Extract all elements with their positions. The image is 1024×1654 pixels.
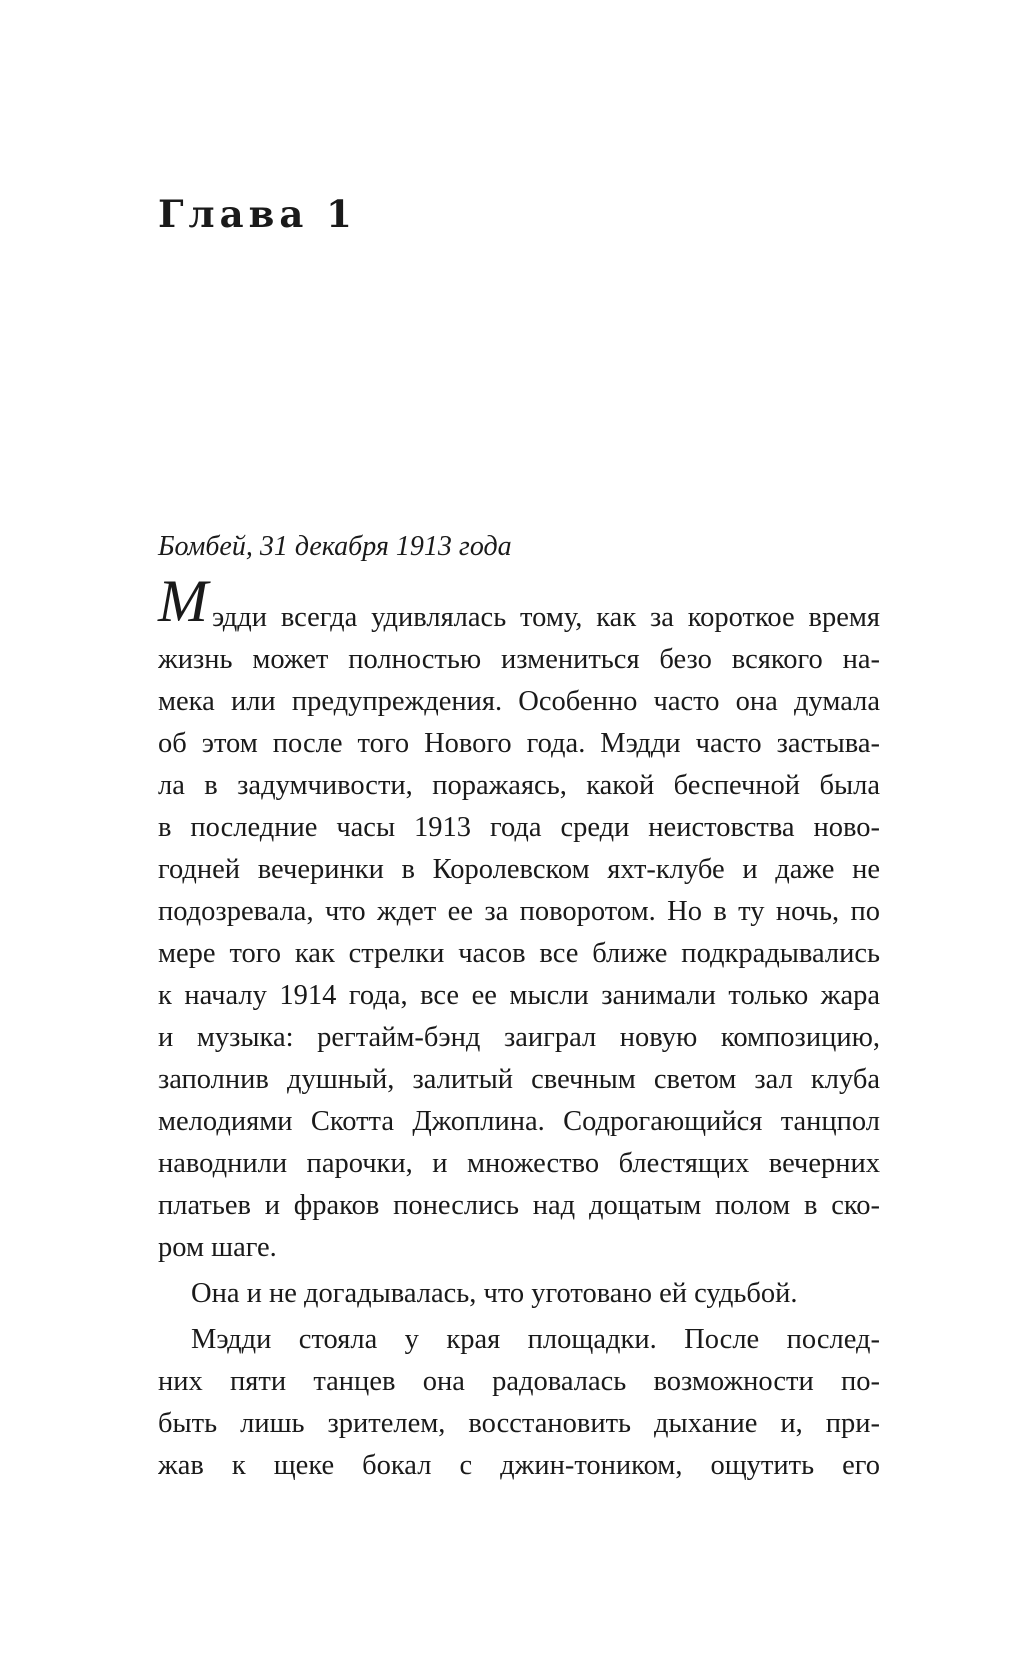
paragraph-1-line: платьев и фраков понеслись над дощатым полом в ско-: [158, 1190, 880, 1221]
paragraph-1-line: годней вечеринки в Королевском яхт-клубе и даже не: [158, 854, 880, 885]
paragraph-3-first-line: Мэдди стояла у края площадки. После послед-: [191, 1324, 880, 1355]
paragraph-2: Она и не догадывалась, что уготовано ей судьбой.: [191, 1278, 798, 1309]
drop-cap: М: [158, 568, 208, 634]
paragraph-1-line: ла в задумчивости, поражаясь, какой беспечной была: [158, 770, 880, 801]
paragraph-1-first-line: [158, 568, 880, 639]
paragraph-1-line: эдди всегда удивлялась тому, как за короткое время: [212, 602, 880, 633]
paragraph-1-line: подозревала, что ждет ее за поворотом. Но в ту ночь, по: [158, 896, 880, 927]
paragraph-3-line: них пяти танцев она радовалась возможности по-: [158, 1366, 880, 1397]
dateline: Бомбей, 31 декабря 1913 года: [158, 531, 512, 562]
paragraph-1-line: и музыка: регтайм-бэнд заиграл новую композицию,: [158, 1022, 880, 1053]
paragraph-1-line: жизнь может полностью измениться безо всякого на-: [158, 644, 880, 675]
paragraph-1-line: мелодиями Скотта Джоплина. Содрогающийся танцпол: [158, 1106, 880, 1137]
paragraph-1-line: к началу 1914 года, все ее мысли занимали только жара: [158, 980, 880, 1011]
chapter-title: Глава 1: [158, 192, 357, 236]
paragraph-3-line: жав к щеке бокал с джин-тоником, ощутить его: [158, 1450, 880, 1481]
paragraph-1-last-line: ром шаге.: [158, 1232, 277, 1263]
paragraph-1-line: об этом после того Нового года. Мэдди часто застыва-: [158, 728, 880, 759]
body-text: [158, 568, 880, 1487]
paragraph-1-line: мека или предупреждения. Особенно часто она думала: [158, 686, 880, 717]
paragraph-1-line: наводнили парочки, и множество блестящих вечерних: [158, 1148, 880, 1179]
paragraph-3-line: быть лишь зрителем, восстановить дыхание и, при-: [158, 1408, 880, 1439]
paragraph-1-line: заполнив душный, залитый свечным светом зал клуба: [158, 1064, 880, 1095]
paragraph-1-line: мере того как стрелки часов все ближе подкрадывались: [158, 938, 880, 969]
paragraph-1-line: в последние часы 1913 года среди неистовства ново-: [158, 812, 880, 843]
